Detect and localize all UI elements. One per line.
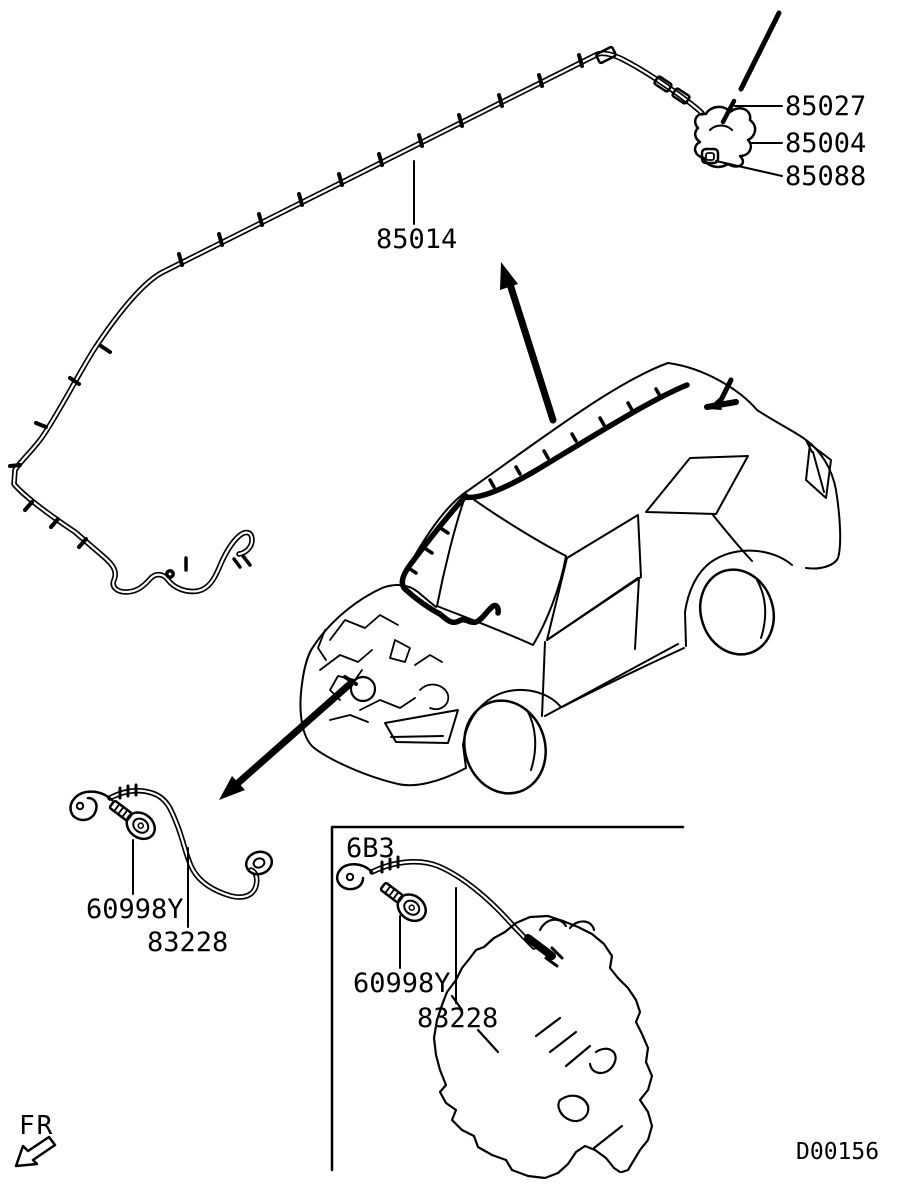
part-label-feeder-cable: 85014 — [376, 224, 458, 255]
part-label-antenna-nut: 85088 — [785, 161, 867, 192]
part-label-antenna-mast: 85027 — [785, 91, 867, 122]
transmission-drawing — [434, 916, 652, 1178]
direction-arrow-engine — [219, 684, 350, 800]
cable-end-tabs — [167, 556, 250, 577]
ground-bolt — [105, 794, 160, 844]
part-label-ground-bolt: 60998Y — [86, 894, 184, 925]
inset-part-label-ground-bolt: 60998Y — [353, 968, 451, 999]
front-direction-label: FR — [19, 1111, 55, 1141]
part-label-antenna-base: 85004 — [785, 128, 867, 159]
antenna-mast — [741, 13, 779, 89]
feeder-cable-85014-drawing — [10, 46, 702, 592]
fr-arrow — [16, 1137, 55, 1166]
inset-part-label-ground-cable: 83228 — [417, 1003, 499, 1034]
harness-routing-on-vehicle — [402, 380, 736, 622]
vehicle-outline — [300, 363, 840, 804]
drawing-number: D00156 — [796, 1139, 880, 1165]
inset-box — [332, 827, 683, 1178]
inset-engine-code-label: 6B3 — [346, 833, 395, 864]
part-label-ground-cable: 83228 — [147, 927, 229, 958]
inset-ground-bolt — [376, 876, 431, 926]
engine-bay-detail — [318, 615, 448, 722]
cable-clips — [10, 55, 582, 547]
direction-arrow-roof — [500, 262, 553, 420]
